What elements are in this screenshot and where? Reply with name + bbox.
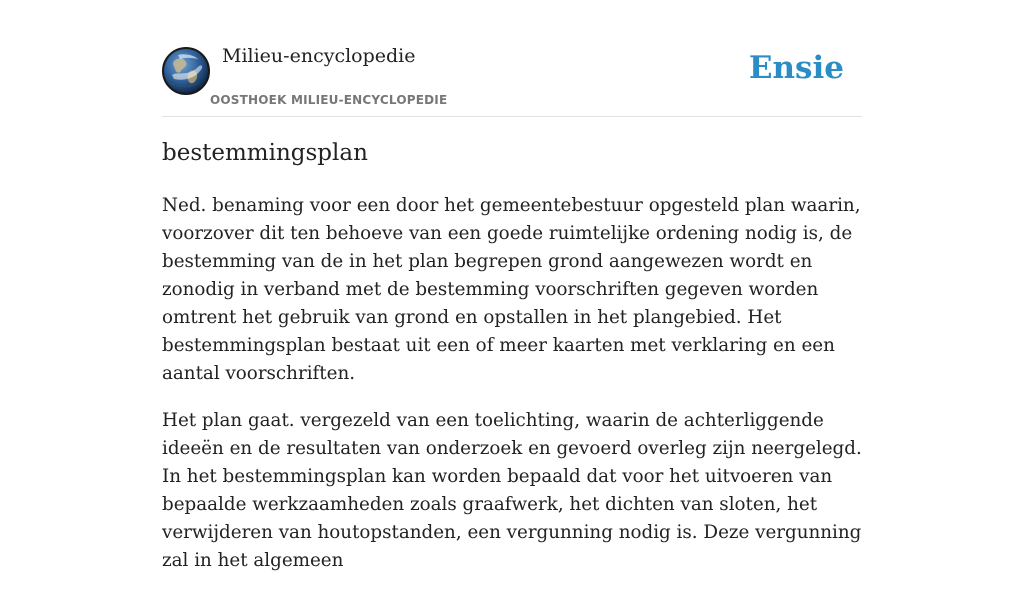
site-subtitle[interactable]: OOSTHOEK MILIEU-ENCYCLOPEDIE (210, 93, 448, 107)
article-paragraph-2: Het plan gaat. vergezeld van een toelichting, waarin de achterliggende ideeën en de resultaten van onderzoek en gevoerd overleg zijn neergelegd. In het bestemmingsplan kan worden bepaald dat voor het uitvoeren van bepaalde werkzaamheden zoals graafwerk, het dichten van sloten, het verwijderen van houtopstanden, een vergunning nodig is. Deze vergunning zal in het algemeen (162, 410, 862, 571)
earth-globe-icon[interactable] (162, 47, 210, 95)
brand-logo[interactable]: Ensie (748, 50, 844, 86)
article-paragraph-1: Ned. benaming voor een door het gemeentebestuur opgesteld plan waarin, voorzover dit ten behoeve van een goede ruimtelijke ordening nodig is, de bestemming van de in het plan begrepen grond aangewezen wordt en zonodig in verband met de bestemming voorschriften gegeven worden omtrent het gebruik van grond en opstallen in het plangebied. Het bestemmingsplan bestaat uit een of meer kaarten met verklaring en een aantal voorschriften. (162, 195, 861, 384)
article-body (162, 192, 862, 594)
article-title: bestemmingsplan (162, 140, 368, 166)
site-name[interactable]: Milieu-encyclopedie (222, 45, 416, 67)
site-header (162, 0, 862, 117)
